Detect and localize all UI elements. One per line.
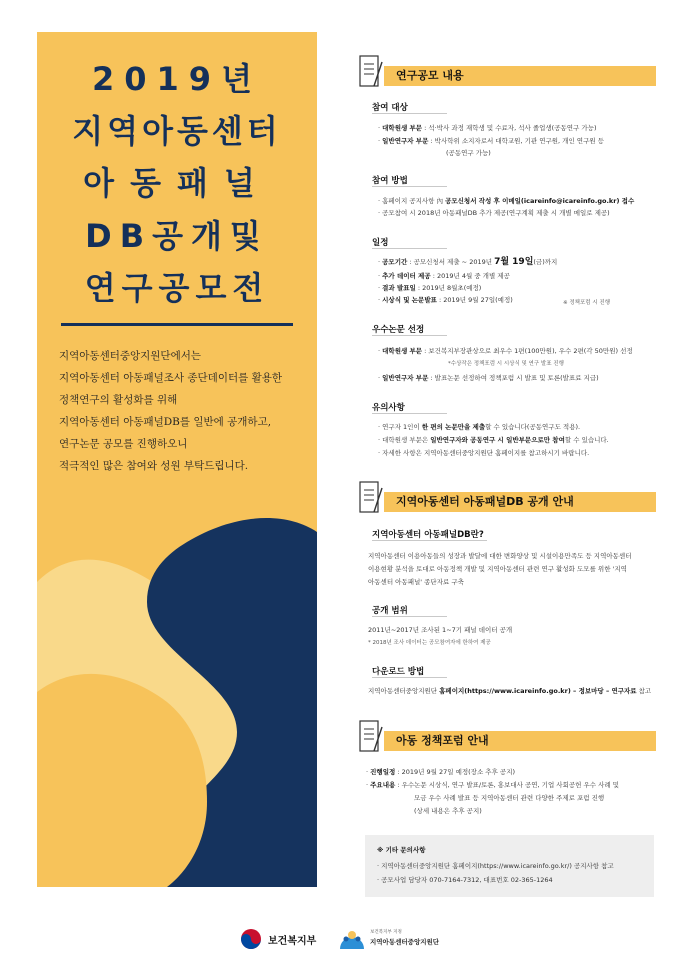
subheading-award: 우수논문 선정: [372, 325, 425, 335]
intro-line: 적극적인 많은 참여와 성원 부탁드립니다.: [59, 460, 249, 472]
poster-title-line-3: 아동패널: [83, 164, 271, 202]
center-name: 지역아동센터중앙지원단: [370, 938, 440, 946]
label: 대학원생 부문: [382, 124, 423, 132]
text: 2019년: [469, 258, 495, 266]
about-line: 아동센터 아동패널' 종단자료 구축: [368, 578, 464, 586]
intro-line: 지역아동센터 아동패널DB를 일반에 공개하고,: [59, 416, 272, 428]
label: 일반연구자 부문: [382, 137, 429, 145]
label: 일반연구자 부문: [382, 374, 429, 382]
intro-text: [59, 345, 304, 477]
section-header-forum: [356, 717, 656, 757]
poster-title-line-5: 연구공모전: [84, 269, 270, 307]
text: 대학원생 부문은: [382, 436, 431, 444]
contact-line: · 지역아동센터중앙지원단 홈페이지(https://www.icareinfo.go.kr/) 공지사항 참고: [377, 862, 614, 870]
method-line: · 홈페이지 공지사항 內 공모신청서 작성 후 이메일(icareinfo@icareinfo.go.kr) 접수: [378, 197, 635, 205]
text: 지역아동센터중앙지원단: [368, 687, 440, 695]
taegeuk-icon: [240, 928, 262, 950]
contact-line: · 공모사업 담당자 070-7164-7312, 대표번호 02-365-1264: [377, 876, 553, 884]
subheading-participants: 참여 대상: [372, 103, 408, 113]
text: : 공모신청서 제출 ~: [407, 258, 470, 266]
award-row: · 일반연구자 부문 : 발표논문 선정하여 정책포럼 시 발표 및 토론(발표료 지급): [378, 374, 599, 382]
subheading-underline: [372, 616, 447, 617]
schedule-row: · 시상식 및 논문발표 : 2019년 9월 27일(예정): [378, 296, 513, 304]
participant-row-sub: (공동연구 가능): [446, 149, 491, 157]
subheading-underline: [372, 677, 447, 678]
intro-line: 지역아동센터중앙지원단에서는: [59, 350, 202, 362]
notice-line: · 연구자 1인이 한 편의 논문만을 제출할 수 있습니다(공동연구도 적용).: [378, 423, 581, 431]
subheading-schedule: 일정: [372, 238, 389, 248]
text-strong: 공모신청서 작성 후 이메일(icareinfo@icareinfo.go.kr) 접수: [445, 197, 635, 205]
subheading-underline: [372, 540, 487, 541]
text: 지역아동센터중앙지원단 홈페이지(https://www.icareinfo.go.kr/) 공지사항 참고: [381, 862, 614, 870]
schedule-note: ※ 정책포럼 시 진행: [563, 300, 611, 306]
schedule-row: · 결과 발표일 : 2019년 8월초(예정): [378, 284, 482, 292]
text-strong: 한 편의 논문만을 제출: [421, 423, 486, 431]
intro-line: 정책연구의 활성화를 위해: [59, 394, 178, 406]
subheading-underline: [372, 113, 447, 114]
contact-title: ※ 기타 문의사항: [377, 846, 426, 854]
text: 홈페이지 공지사항 內: [382, 197, 446, 205]
scope-line: 2011년~2017년 조사된 1~7기 패널 데이터 공개: [368, 626, 513, 634]
label: 공모기간: [382, 258, 408, 266]
subheading-underline: [372, 248, 447, 249]
text: : 석·박사 과정 재학생 및 수료자, 석사 졸업생(공동연구 가능): [422, 124, 597, 132]
subheading-notice: 유의사항: [372, 403, 405, 413]
text: : 우수논문 시상식, 연구 발표/토론, 홍보대사 공연, 기업 사회공헌 우수 사례 및: [395, 781, 620, 789]
contact-box: [365, 835, 654, 897]
schedule-row: · 추가 데이터 제공 : 2019년 4월 중 개별 제공: [378, 272, 510, 280]
text: : 박사학위 소지자로서 대학교원, 기관 연구원, 개인 연구원 등: [428, 137, 604, 145]
text: : 2019년 9월 27일 예정(장소 추후 공지): [395, 768, 516, 776]
award-note: *수상작은 정책포럼 시 시상식 및 연구 발표 진행: [448, 361, 564, 367]
subheading-method: 참여 방법: [372, 176, 408, 186]
text: 공모사업 담당자 070-7164-7312, 대표번호 02-365-1264: [381, 876, 553, 884]
download-link[interactable]: 홈페이지(https://www.icareinfo.go.kr) – 정보마당 – 연구자료: [439, 687, 637, 695]
text-strong: 일반연구자와 공동연구 시 일반부문으로만 참여: [430, 436, 565, 444]
subheading-scope: 공개 범위: [372, 606, 408, 616]
label: 추가 데이터 제공: [382, 272, 431, 280]
method-line: · 공모참여 시 2018년 아동패널DB 추가 제공(연구계획 제출 시 개별 메일로 제공): [378, 209, 610, 217]
award-row: · 대학원생 부문 : 보건복지부장관상으로 최우수 1편(100만원), 우수 2편(각 50만원) 선정: [378, 347, 633, 355]
section-title: 아동 정책포럼 안내: [396, 734, 489, 747]
subheading-underline: [372, 413, 447, 414]
section-title: 지역아동센터 아동패널DB 공개 안내: [396, 495, 574, 508]
text: : 발표논문 선정하여 정책포럼 시 발표 및 토론(발표료 지급): [428, 374, 599, 382]
intro-line: 연구논문 공모를 진행하오니: [59, 438, 188, 450]
text: : 2019년 9월 27일(예정): [436, 296, 513, 304]
ministry-name: 보건복지부: [268, 936, 317, 947]
intro-line: 지역아동센터 아동패널조사 종단데이터를 활용한: [59, 372, 283, 384]
notice-line: · 대학원생 부문은 일반연구자와 공동연구 시 일반부문으로만 참여할 수 있습니다.: [378, 436, 609, 444]
section-header-contest: [356, 52, 656, 92]
subheading-underline: [372, 335, 447, 336]
notice-line: · 자세한 사항은 지역아동센터중앙지원단 홈페이지를 참고하시기 바랍니다.: [378, 449, 590, 457]
center-logo-icon: [338, 925, 366, 951]
subheading-download: 다운로드 방법: [372, 667, 425, 677]
schedule-row: · 공모기간 : 공모신청서 제출 ~ 2019년 7월 19일(금)까지: [378, 257, 558, 267]
text: : 2019년 4월 중 개별 제공: [430, 272, 510, 280]
section-header-db: [356, 478, 656, 518]
center-logo: [338, 925, 468, 955]
text: 할 수 있습니다.: [564, 436, 609, 444]
poster-title-line-4: DB공개및: [85, 217, 269, 255]
label: 시상식 및 논문발표: [382, 296, 437, 304]
scope-note: * 2018년 조사 데이터는 공모참여자에 한하여 제공: [368, 640, 491, 646]
label: 결과 발표일: [382, 284, 416, 292]
label: 주요내용: [370, 781, 396, 789]
subheading-underline: [372, 186, 447, 187]
center-small: 보건복지부 지정: [370, 930, 402, 935]
text: : 보건복지부장관상으로 최우수 1편(100만원), 우수 2편(각 50만원) 선정: [422, 347, 633, 355]
wave-decoration: [37, 502, 317, 887]
forum-row: · 진행일정 : 2019년 9월 27일 예정(장소 추후 공지): [366, 768, 516, 776]
label: 대학원생 부문: [382, 347, 423, 355]
text: 참고: [636, 687, 652, 695]
about-line: 지역아동센터 이용아동들의 성장과 발달에 대한 변화양상 및 시설이용만족도 등 지역아동센터: [368, 552, 632, 560]
download-line: [368, 687, 651, 696]
forum-row-cont: (상세 내용은 추후 공지): [414, 807, 482, 815]
deadline: 7월 19일: [494, 257, 534, 267]
subheading-about: 지역아동센터 아동패널DB란?: [372, 530, 484, 540]
text: : 2019년 8월초(예정): [415, 284, 482, 292]
participant-row: · 일반연구자 부문 : 박사학위 소지자로서 대학교원, 기관 연구원, 개인 연구원 등: [378, 137, 604, 145]
text: (금)까지: [533, 258, 558, 266]
text: 연구자 1인이: [382, 423, 422, 431]
forum-row-cont: 모금 우수 사례 발표 등 지역아동센터 관련 다양한 주제로 포럼 진행: [414, 794, 605, 802]
poster-title-line-1: 2019년: [92, 60, 262, 98]
poster-panel: [37, 32, 317, 887]
section-title: 연구공모 내용: [396, 69, 464, 82]
label: 진행일정: [370, 768, 396, 776]
about-line: 이용현황 분석을 토대로 아동정책 개발 및 지역아동센터 관련 연구 활성화 도모를 위한 '지역: [368, 565, 627, 573]
text: 공모참여 시 2018년 아동패널DB 추가 제공(연구계획 제출 시 개별 메일로 제공): [382, 209, 610, 217]
text: 할 수 있습니다(공동연구도 적용).: [485, 423, 581, 431]
text: 자세한 사항은 지역아동센터중앙지원단 홈페이지를 참고하시기 바랍니다.: [382, 449, 590, 457]
title-divider: [61, 323, 293, 326]
poster-title-line-2: 지역아동센터: [72, 112, 282, 150]
participant-row: · 대학원생 부문 : 석·박사 과정 재학생 및 수료자, 석사 졸업생(공동연구 가능): [378, 124, 597, 132]
forum-row: · 주요내용 : 우수논문 시상식, 연구 발표/토론, 홍보대사 공연, 기업 사회공헌 우수 사례 및: [366, 781, 620, 789]
